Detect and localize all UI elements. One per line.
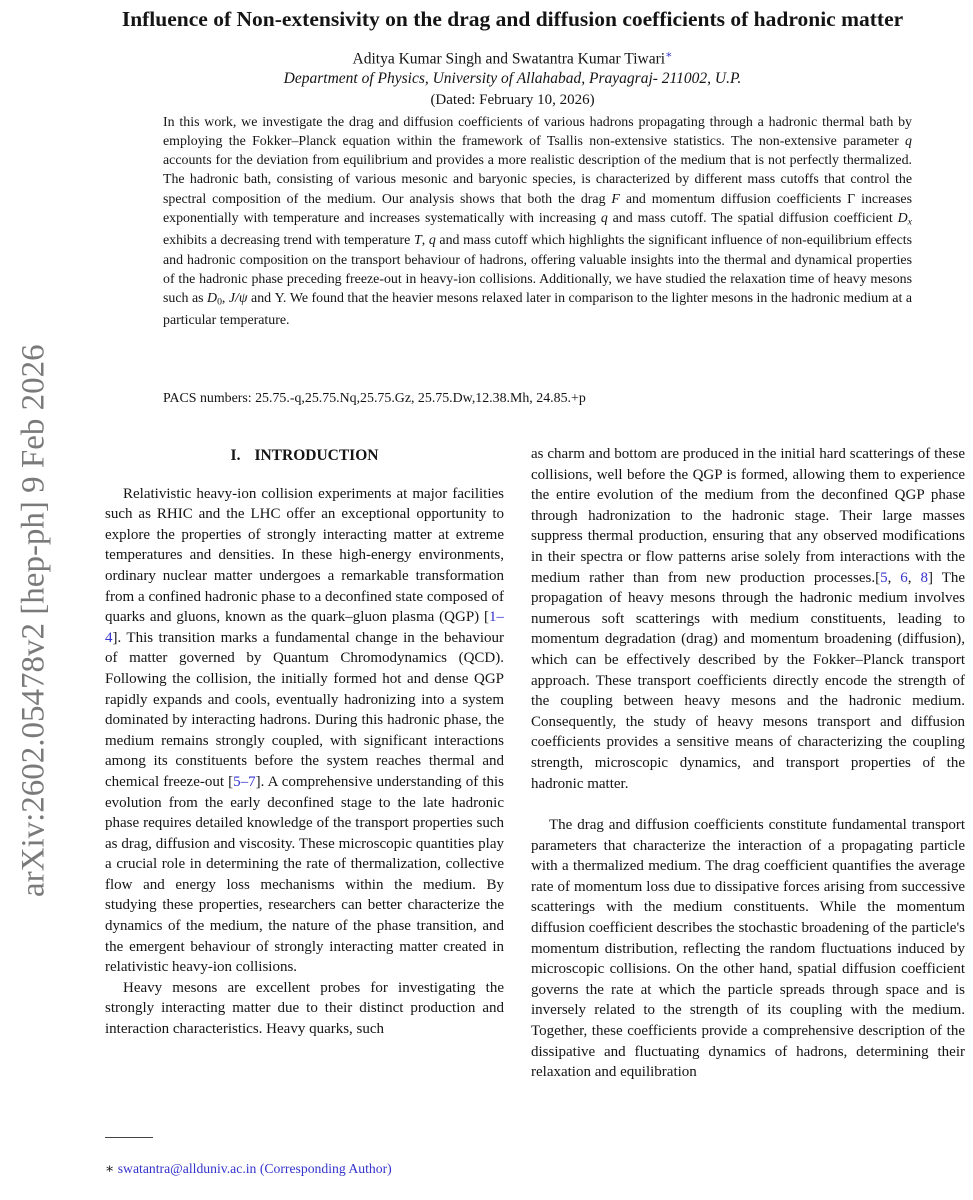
text-segment: 0 [217,296,222,308]
text-segment: x [907,216,912,228]
author-line [60,48,965,68]
text-segment: and mass cutoff. The spatial diffusion coefficient [607,210,898,226]
text-segment: accounts for the deviation from equilibrium and provides a more realistic description of the medium that is not perfectly thermalized. The hadronic bath, consisting of various mesonic and baryonic species, is characterized by different mass cutoffs that control the spectral composition of the medium. Our analysis shows that both the drag [163,153,912,207]
text-segment: as charm and bottom are produced in the initial hard scatterings of these collisions, well before the QGP is formed, allowing them to experience the entire evolution of the medium from the deconfined QGP phase through hadronization to the hadronic stage. Their large masses suppress thermal production, ensuring that any observed modifications in their spectra or flow patterns arise solely from interactions with the medium rather than from new production processes.[ [531,446,965,586]
text-segment: ] The propagation of heavy mesons through the hadronic medium involves numerous soft scatterings with medium constituents, leading to momentum degradation (drag) and momentum broadening (diffusion), which can be effectively described by the Fokker–Planck transport approach. These transport coefficients directly encode the strength of the coupling between heavy mesons and the hadronic medium. Consequently, the study of heavy mesons transport and diffusion coefficients provides a sensitive means of characterizing the coupling strength, microscopic dynamics, and transport properties of the hadronic matter. [531,569,965,792]
text-segment: ]. A comprehensive understanding of this evolution from the early deconfined stage to the late hadronic phase requires detailed knowledge of the transport properties such as drag, diffusion and viscosity. These microscopic quantities play a crucial role in determining the rate of thermalization, collective flow and energy loss mechanisms within the medium. By studying these properties, researchers can better characterize the dynamics of the medium, the nature of the phase transition, and the emergent behaviour of strongly interacting matter created in relativistic heavy-ion collisions. [105,773,504,976]
text-segment: In this work, we investigate the drag and diffusion coefficients of various hadrons propagating through a hadronic thermal bath by employing the Fokker–Planck equation within the framework of Tsallis non-extensive statistics. The non-extensive parameter [163,115,912,150]
text-segment: q [428,233,436,249]
paper-title: Influence of Non-extensivity on the drag and diffusion coefficients of hadronic matter [121,7,904,31]
text-segment: exhibits a decreasing trend with temperature [163,233,414,249]
pacs-line: PACS numbers: 25.75.-q,25.75.Nq,25.75.Gz, 25.75.Dw,12.38.Mh, 24.85.+p [163,391,586,406]
text-segment: , [421,233,429,249]
inline-link[interactable]: 6 [900,569,908,586]
body-paragraph [531,815,965,1083]
text-segment: and Υ. We found that the heavier mesons relaxed later in comparison to the lighter mesons in the hadronic medium at a particular temperature. [163,290,912,329]
corresponding-author-footnote [105,1161,505,1177]
arxiv-watermark: arXiv:2602.05478v2 [hep-ph] 9 Feb 2026 [15,344,52,898]
body-paragraph [105,978,504,1040]
body-paragraph [531,444,965,794]
date-line: (Dated: February 10, 2026) [430,92,595,109]
text-segment: ∗ [105,1161,118,1176]
section-heading-introduction [105,446,504,467]
inline-link[interactable]: 5–7 [233,773,256,790]
text-segment: Aditya Kumar Singh and Swatantra Kumar Tiwari [352,50,666,68]
left-column [105,444,504,1134]
text-segment: Heavy mesons are excellent probes for investigating the strongly interacting matter due to their distinct production and interaction characteristics. Heavy quarks, such [105,979,504,1038]
text-segment: The drag and diffusion coefficients constitute fundamental transport parameters that characterize the interaction of a propagating particle with a thermalized medium. The drag coefficient quantifies the average rate of momentum loss due to dissipative forces arising from successive scatterings with the medium constituents. While the momentum diffusion coefficient describes the stochastic broadening of the particle's momentum distribution, reflecting the random fluctuations induced by microscopic collisions. On the other hand, spatial diffusion coefficient governs the rate at which the particle spreads through space and is inversely related to the strength of its coupling with the medium. Together, these coefficients provide a comprehensive description of the dissipative and fluctuating dynamics of hadrons, determining their relaxation and equilibration [531,817,965,1081]
inline-link[interactable]: swatantra@allduniv.ac.in (Corresponding Author) [117,1161,392,1176]
text-segment: q [905,134,912,150]
text-segment: ]. This transition marks a fundamental change in the behaviour of matter governed by Quantum Chromodynamics (QCD). Following the collision, the initially formed hot and dense QGP rapidly expands and cools, eventually hadronizing into a system dominated by interacting hadrons. During this hadronic phase, the medium remains strongly coupled, with significant interactions among its constituents before the system reaches thermal and chemical freeze-out [ [105,629,504,790]
inline-link[interactable]: 5 [880,569,888,586]
abstract-block [163,113,912,331]
text-segment: and momentum diffusion coefficients Γ increases exponentially with temperature and increases systematically with increasing [163,191,912,226]
section-title: INTRODUCTION [254,447,379,464]
text-segment: F [611,191,620,207]
text-segment: , [221,290,229,306]
text-segment: D [207,290,218,306]
text-segment: D [897,210,908,226]
inline-link[interactable]: ∗ [665,49,673,61]
footnote-area [105,1137,505,1177]
text-segment: T [413,233,422,249]
text-segment: Relativistic heavy-ion collision experiments at major facilities such as RHIC and the LHC offer an exceptional opportunity to explore the properties of strongly interacting matter at extreme temperatures and densities. In these high-energy environments, ordinary nuclear matter undergoes a remarkable transformation from a confined hadronic phase to a deconfined state composed of quarks and gluons, known as the quark–gluon plasma (QGP) [ [105,485,504,626]
section-number: I. [230,447,241,464]
body-paragraph [105,484,504,978]
paper-header [60,6,965,109]
footnote-rule [105,1137,153,1138]
text-segment: , [887,569,901,586]
text-segment: J/ψ [228,290,248,306]
right-column [531,444,965,1200]
text-segment: q [600,210,608,226]
affiliation-line: Department of Physics, University of Allahabad, Prayagraj- 211002, U.P. [283,70,742,88]
inline-link[interactable]: 1–4 [105,609,504,646]
text-segment: and mass cutoff which highlights the significant influence of non-equilibrium effects and hadronic composition on the transport behaviour of hadrons, offering valuable insights into the thermal and dynamical properties of the hadronic phase preceding freeze-out in heavy-ion collisions. Additionally, we have studied the relaxation time of heavy mesons such as [163,233,913,306]
text-segment: , [907,569,921,586]
inline-link[interactable]: 8 [920,569,929,586]
